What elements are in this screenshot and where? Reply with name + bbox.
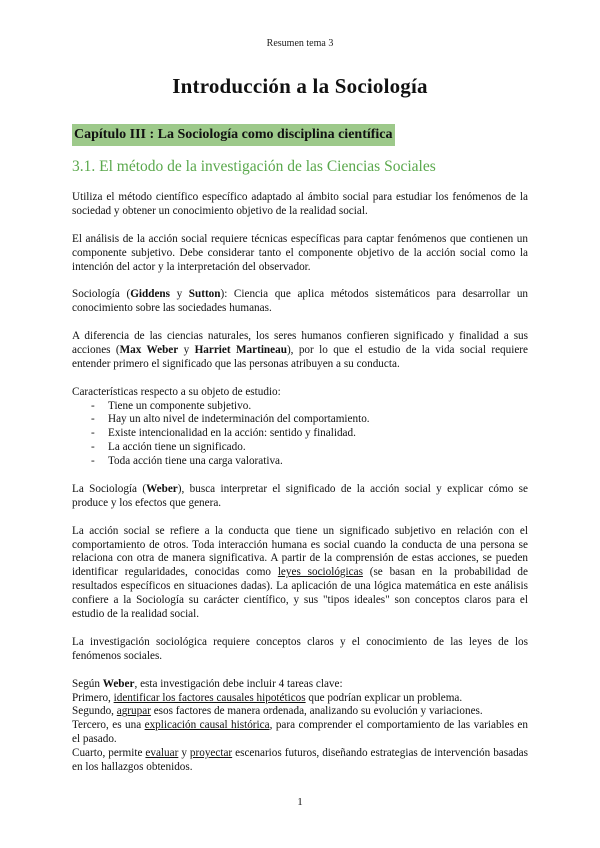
paragraph-definition: Sociología (Giddens y Sutton): Ciencia que aplica métodos sistemáticos para desarrollar un conocimiento sobre las sociedades humanas. [72,288,529,315]
list-item: - Existe intencionalidad en la acción: sentido y finalidad. [72,427,528,441]
underlined-term: evaluar [145,747,179,760]
author-name: Weber [146,482,178,495]
author-name: Giddens [130,288,170,301]
task-fourth: Cuarto, permite evaluar y proyectar escenarios futuros, diseñando estrategias de intervención basadas en los hallazgos obtenidos. [72,747,529,774]
task-second: Segundo, agrupar esos factores de manera ordenada, analizando su evolución y variaciones. [72,705,483,718]
underlined-term: leyes sociológicas [277,566,363,579]
section-heading: 3.1. El método de la investigación de las Ciencias Sociales [72,158,436,175]
author-name: Sutton [188,288,221,301]
list-item: - Tiene un componente subjetivo. [72,400,528,414]
characteristics-list [72,400,528,470]
underlined-term: agrupar [116,705,151,718]
chapter-heading: Capítulo III : La Sociología como disciplina científica [72,124,395,146]
paragraph-research: La investigación sociológica requiere conceptos claros y el conocimiento de las leyes de los fenómenos sociales. [72,635,528,662]
author-name: Harriet Martineau [194,343,287,356]
page-number: 1 [297,796,303,808]
page-header: Resumen tema 3 [266,38,334,49]
underlined-term: identificar los factores causales hipotéticos [113,691,306,704]
tasks-intro: Según Weber, esta investigación debe incluir 4 tareas clave: [72,677,343,690]
paragraph-difference: A diferencia de las ciencias naturales, los seres humanos confieren significado y finalidad a sus acciones (Max Weber y Harriet Martineau), por lo que el estudio de la vida social requiere entender primero el significado que las personas atribuyen a su conducta. [72,330,528,370]
paragraph-analysis: El análisis de la acción social requiere técnicas específicas para captar fenómenos que contienen un componente subjetivo. Debe considerar tanto el componente objetivo de la acción social como la intención del actor y la interpretación del observador. [72,232,528,273]
author-name: Max Weber [119,343,179,356]
task-first: Primero, identificar los factores causales hipotéticos que podrían explicar un problema. [72,691,463,704]
document-title: Introducción a la Sociología [172,74,428,98]
paragraph-weber: La Sociología (Weber), busca interpretar el significado de la acción social y explicar cómo se produce y los efectos que genera. [72,482,528,509]
list-item: - La acción tiene un significado. [72,441,528,455]
author-name: Weber [102,677,135,690]
paragraph-method: Utiliza el método científico específico adaptado al ámbito social para estudiar los fenómenos de la sociedad y obtener un conocimiento objetivo de la realidad social. [72,191,528,217]
document-body [72,191,528,775]
task-third: Tercero, es una explicación causal histórica, para comprender el comportamiento de las variables en el pasado. [72,719,528,746]
paragraph-social-action: La acción social se refiere a la conducta que tiene un significado subjetivo en relación con el comportamiento de otros. Toda interacción humana es social cuando la conducta de una persona se relaciona con otra de manera significativa. A partir de la comprensión de estas acciones, se pueden identificar regularidades, conocidas como leyes sociológicas (se basan en la probabilidad de resultados específicos en situaciones dadas). La aplicación de una lógica matemática en este análisis confiere a la Sociología su carácter científico, y sus "tipos ideales" son conceptos claros para el estudio de la realidad social. [72,524,528,621]
underlined-term: proyectar [189,747,233,760]
list-item: - Toda acción tiene una carga valorativa. [72,455,528,469]
underlined-term: explicación causal histórica [144,719,270,732]
list-intro: Características respecto a su objeto de estudio: [72,385,281,398]
list-item: - Hay un alto nivel de indeterminación del comportamiento. [72,413,528,427]
